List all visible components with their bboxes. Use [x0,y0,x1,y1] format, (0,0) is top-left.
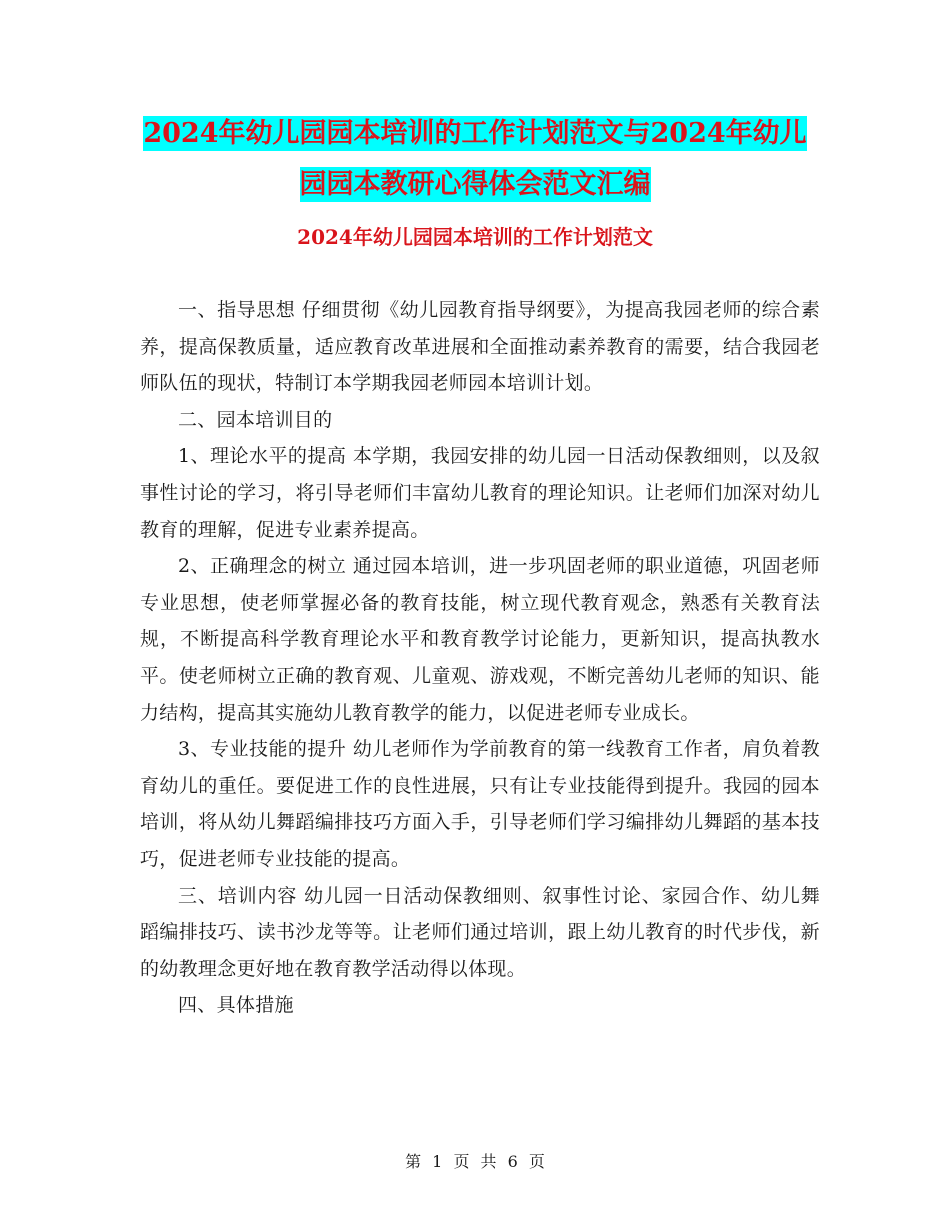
paragraph-professional-skills: 3、专业技能的提升 幼儿老师作为学前教育的第一线教育工作者，肩负着教育幼儿的重任。要促进工作的良性进展，只有让专业技能得到提升。我园的园本培训，将从幼儿舞蹈编排技巧方面入手，引导老师们学习编排幼儿舞蹈的基本技巧，促进老师专业技能的提高。 [140,738,820,870]
paragraph-training-content: 三、培训内容 幼儿园一日活动保教细则、叙事性讨论、家园合作、幼儿舞蹈编排技巧、读书沙龙等等。让老师们通过培训，跟上幼儿教育的时代步伐，新的幼教理念更好地在教育教学活动得以体现。 [140,884,820,980]
document-body [140,292,820,1024]
page-number-footer: 第 1 页 共 6 页 [405,1152,545,1171]
section-title: 2024年幼儿园园本培训的工作计划范文 [297,225,653,249]
paragraph-guiding-ideology: 一、指导思想 仔细贯彻《幼儿园教育指导纲要》，为提高我园老师的综合素养，提高保教质量，适应教育改革进展和全面推动素养教育的需要，结合我园老师队伍的现状，特制订本学期我园老师园本培训计划。 [140,299,820,395]
document-title [120,108,830,210]
document-title-line-2: 园园本教研心得体会范文汇编 [299,169,651,200]
paragraph-theory-level: 1、理论水平的提高 本学期，我园安排的幼儿园一日活动保教细则，以及叙事性讨论的学习，将引导老师们丰富幼儿教育的理论知识。让老师们加深对幼儿教育的理解，促进专业素养提高。 [140,445,820,541]
paragraph-correct-concepts: 2、正确理念的树立 通过园本培训，进一步巩固老师的职业道德，巩固老师专业思想，使老师掌握必备的教育技能，树立现代教育观念，熟悉有关教育法规，不断提高科学教育理论水平和教育教学讨论能力，更新知识，提高执教水平。使老师树立正确的教育观、儿童观、游戏观，不断完善幼儿老师的知识、能力结构，提高其实施幼儿教育教学的能力，以促进老师专业成长。 [140,555,820,724]
document-title-line-1: 2024年幼儿园园本培训的工作计划范文与2024年幼儿 [143,118,807,149]
paragraph-training-purpose-heading: 二、园本培训目的 [178,408,333,431]
paragraph-specific-measures-heading: 四、具体措施 [178,994,294,1017]
